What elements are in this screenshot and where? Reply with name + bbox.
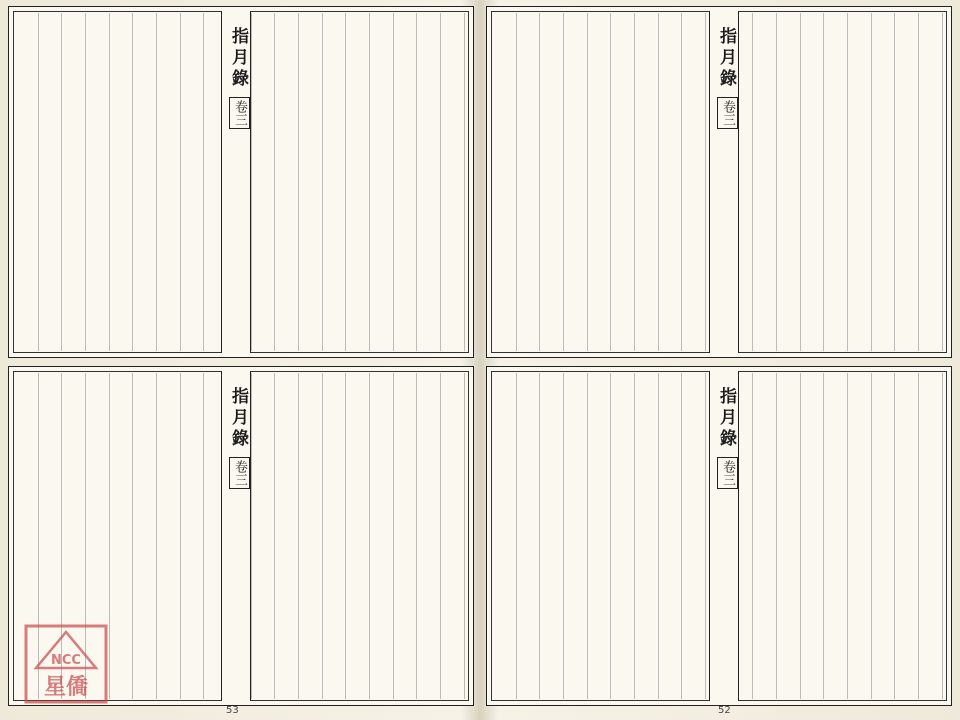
text-column [516,373,519,699]
book-title: 指月錄 [716,387,736,450]
text-column [563,13,566,351]
text-column [369,13,372,351]
text-column [393,13,396,351]
text-column [942,13,945,351]
book-title: 指月錄 [228,387,248,450]
text-column [587,373,590,699]
text-column [15,373,17,699]
text-column [871,13,874,351]
right-top-block [486,6,952,358]
text-column [493,373,495,699]
text-column [369,373,372,699]
text-column [752,373,755,699]
text-column [823,373,826,699]
text-column [322,13,325,351]
left-page [0,0,478,720]
text-column [393,373,396,699]
text-column [918,13,921,351]
text-column [610,373,613,699]
volume-label: 卷三 [717,97,738,129]
text-column [634,373,637,699]
text-column [440,13,443,351]
volume-label: 卷三 [229,457,250,489]
text-column [800,373,803,699]
right-bottom-block [486,366,952,706]
text-column [871,373,874,699]
text-column [345,373,348,699]
text-column [156,13,159,351]
volume-label: 卷三 [229,97,250,129]
text-column [132,13,135,351]
text-column [776,13,779,351]
text-column [776,373,779,699]
text-column [132,373,135,699]
book-title: 指月錄 [228,27,248,90]
svg-text:星僑: 星僑 [43,674,89,700]
page-banner [221,11,251,353]
text-column [15,13,17,351]
text-column [109,373,112,699]
text-column [610,13,613,351]
page-number: 53 [226,705,239,716]
collection-seal-icon [24,624,108,704]
text-column [681,373,684,699]
text-column [298,373,301,699]
text-column [85,13,88,351]
text-column [203,373,206,699]
page-banner [221,371,251,701]
text-column [322,373,325,699]
text-column [800,13,803,351]
left-top-block [8,6,474,358]
text-column [634,13,637,351]
text-column [587,13,590,351]
text-column [847,373,850,699]
text-column [516,13,519,351]
text-column [705,13,708,351]
text-column [464,373,467,699]
text-column [251,13,254,351]
text-column [180,373,183,699]
text-column [658,373,661,699]
text-column [918,373,921,699]
right-page [482,0,960,720]
text-column [416,13,419,351]
text-column [180,13,183,351]
text-column [894,13,897,351]
text-column [38,13,41,351]
text-column [274,13,277,351]
text-column [563,373,566,699]
text-column [440,373,443,699]
text-column [345,13,348,351]
text-column [681,13,684,351]
svg-text:NCC: NCC [51,653,81,668]
text-column [942,373,945,699]
book-title: 指月錄 [716,27,736,90]
text-column [894,373,897,699]
volume-label: 卷三 [717,457,738,489]
text-column [539,373,542,699]
text-column [752,13,755,351]
text-column [416,373,419,699]
page-banner [709,371,739,701]
text-column [274,373,277,699]
text-column [823,13,826,351]
text-column [705,373,708,699]
text-column [61,13,64,351]
text-column [298,13,301,351]
text-column [156,373,159,699]
text-column [658,13,661,351]
page-number: 52 [718,705,731,716]
text-column [539,13,542,351]
text-column [251,373,254,699]
text-column [109,13,112,351]
text-column [464,13,467,351]
text-column [847,13,850,351]
text-column [493,13,495,351]
text-column [203,13,206,351]
page-banner [709,11,739,353]
